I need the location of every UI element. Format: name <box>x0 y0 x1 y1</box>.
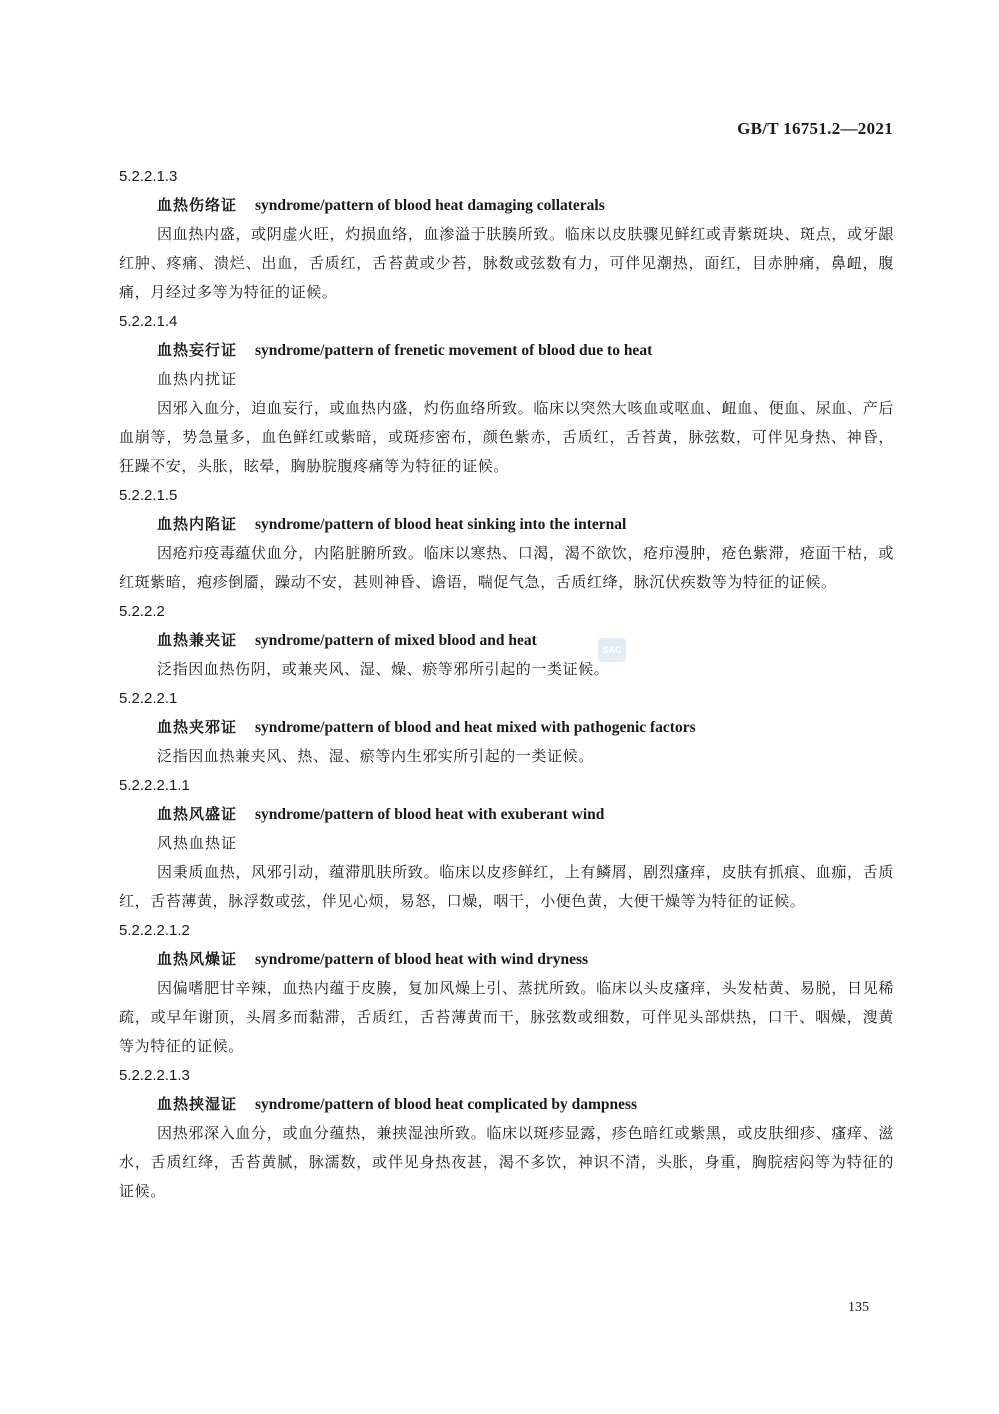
term-entry <box>119 307 894 481</box>
clause-number: 5.2.2.2 <box>119 603 165 620</box>
term-heading <box>119 510 894 539</box>
term-chinese: 血热伤络证 <box>157 196 238 214</box>
clause-number: 5.2.2.1.4 <box>119 313 178 330</box>
term-heading <box>119 626 894 655</box>
term-definition: 因邪入血分，迫血妄行，或血热内盛，灼伤血络所致。临床以突然大咳血或呕血、衄血、便血、尿血、产后血崩等，势急量多，血色鲜红或紫暗，或斑疹密布，颜色紫赤，舌质红，舌苔黄，脉弦数，可伴见身热、神昏，狂躁不安，头胀，眩晕，胸胁脘腹疼痛等为特征的证候。 <box>119 399 894 475</box>
term-heading <box>119 713 894 742</box>
term-chinese: 血热夹邪证 <box>157 718 238 736</box>
term-chinese: 血热风燥证 <box>157 950 238 968</box>
term-entry <box>119 1061 894 1206</box>
term-synonym: 风热血热证 <box>157 834 238 852</box>
term-chinese: 血热风盛证 <box>157 805 238 823</box>
term-heading <box>119 336 894 365</box>
document-code: GB/T 16751.2—2021 <box>737 119 893 138</box>
clause-number: 5.2.2.2.1.3 <box>119 1067 190 1084</box>
term-english: syndrome/pattern of blood heat complicated by dampness <box>255 1096 638 1113</box>
term-chinese: 血热内陷证 <box>157 515 238 533</box>
term-definition: 泛指因血热兼夹风、热、湿、瘀等内生邪实所引起的一类证候。 <box>157 747 594 765</box>
clause-number: 5.2.2.2.1.2 <box>119 922 190 939</box>
term-definition: 因血热内盛，或阴虚火旺，灼损血络，血渗溢于肤腠所致。临床以皮肤骤见鲜红或青紫斑块、斑点，或牙龈红肿、疼痛、溃烂、出血，舌质红，舌苔黄或少苔，脉数或弦数有力，可伴见潮热，面红，目赤肿痛，鼻衄，腹痛，月经过多等为特征的证候。 <box>119 225 894 301</box>
clause-number: 5.2.2.1.3 <box>119 168 178 185</box>
term-definition: 因热邪深入血分，或血分蕴热，兼挟湿浊所致。临床以斑疹显露，疹色暗红或紫黑，或皮肤细疹、瘙痒、滋水，舌质红绛，舌苔黄腻，脉濡数，或伴见身热夜甚，渴不多饮，神识不清，头胀，身重，胸脘痞闷等为特征的证候。 <box>119 1124 894 1200</box>
term-entry <box>119 771 894 916</box>
term-definition: 因秉质血热，风邪引动，蕴滞肌肤所致。临床以皮疹鲜红，上有鳞屑，剧烈瘙痒，皮肤有抓痕、血痂，舌质红，舌苔薄黄，脉浮数或弦，伴见心烦，易怒，口燥，咽干，小便色黄，大便干燥等为特征的证候。 <box>119 863 894 910</box>
term-chinese: 血热妄行证 <box>157 341 238 359</box>
term-chinese: 血热兼夹证 <box>157 631 238 649</box>
term-entry <box>119 684 894 771</box>
term-entry <box>119 481 894 597</box>
term-heading <box>119 1090 894 1119</box>
term-definition: 因疮疖疫毒蕴伏血分，内陷脏腑所致。临床以寒热、口渴，渴不欲饮，疮疖漫肿，疮色紫滞，疮面干枯，或红斑紫暗，疱疹倒靥，躁动不安，甚则神昏、谵语，喘促气急，舌质红绛，脉沉伏疾数等为特征的证候。 <box>119 544 894 591</box>
term-heading <box>119 800 894 829</box>
document-body <box>119 162 894 1206</box>
term-english: syndrome/pattern of blood and heat mixed with pathogenic factors <box>255 719 696 736</box>
clause-number: 5.2.2.2.1 <box>119 690 178 707</box>
clause-number: 5.2.2.1.5 <box>119 487 178 504</box>
clause-number: 5.2.2.2.1.1 <box>119 777 190 794</box>
term-english: syndrome/pattern of blood heat damaging collaterals <box>255 197 605 214</box>
term-entry <box>119 162 894 307</box>
term-entry <box>119 597 894 684</box>
term-english: syndrome/pattern of blood heat with exuberant wind <box>255 806 605 823</box>
term-definition: 泛指因血热伤阴，或兼夹风、湿、燥、瘀等邪所引起的一类证候。 <box>157 660 610 678</box>
term-heading <box>119 191 894 220</box>
term-chinese: 血热挟湿证 <box>157 1095 238 1113</box>
page-number: 135 <box>848 1300 869 1315</box>
term-entry <box>119 916 894 1061</box>
term-definition: 因偏嗜肥甘辛辣，血热内蕴于皮腠，复加风燥上引、蒸扰所致。临床以头皮瘙痒，头发枯黄、易脱，日见稀疏，或早年谢顶，头屑多而黏滞，舌质红，舌苔薄黄而干，脉弦数或细数，可伴见头部烘热，口干、咽燥，溲黄等为特征的证候。 <box>119 979 894 1055</box>
term-synonym: 血热内扰证 <box>157 370 238 388</box>
term-english: syndrome/pattern of mixed blood and heat <box>255 632 537 649</box>
term-english: syndrome/pattern of blood heat sinking into the internal <box>255 516 627 533</box>
watermark-logo: SAC <box>598 638 626 662</box>
term-heading <box>119 945 894 974</box>
term-english: syndrome/pattern of blood heat with wind dryness <box>255 951 589 968</box>
term-english: syndrome/pattern of frenetic movement of blood due to heat <box>255 342 653 359</box>
